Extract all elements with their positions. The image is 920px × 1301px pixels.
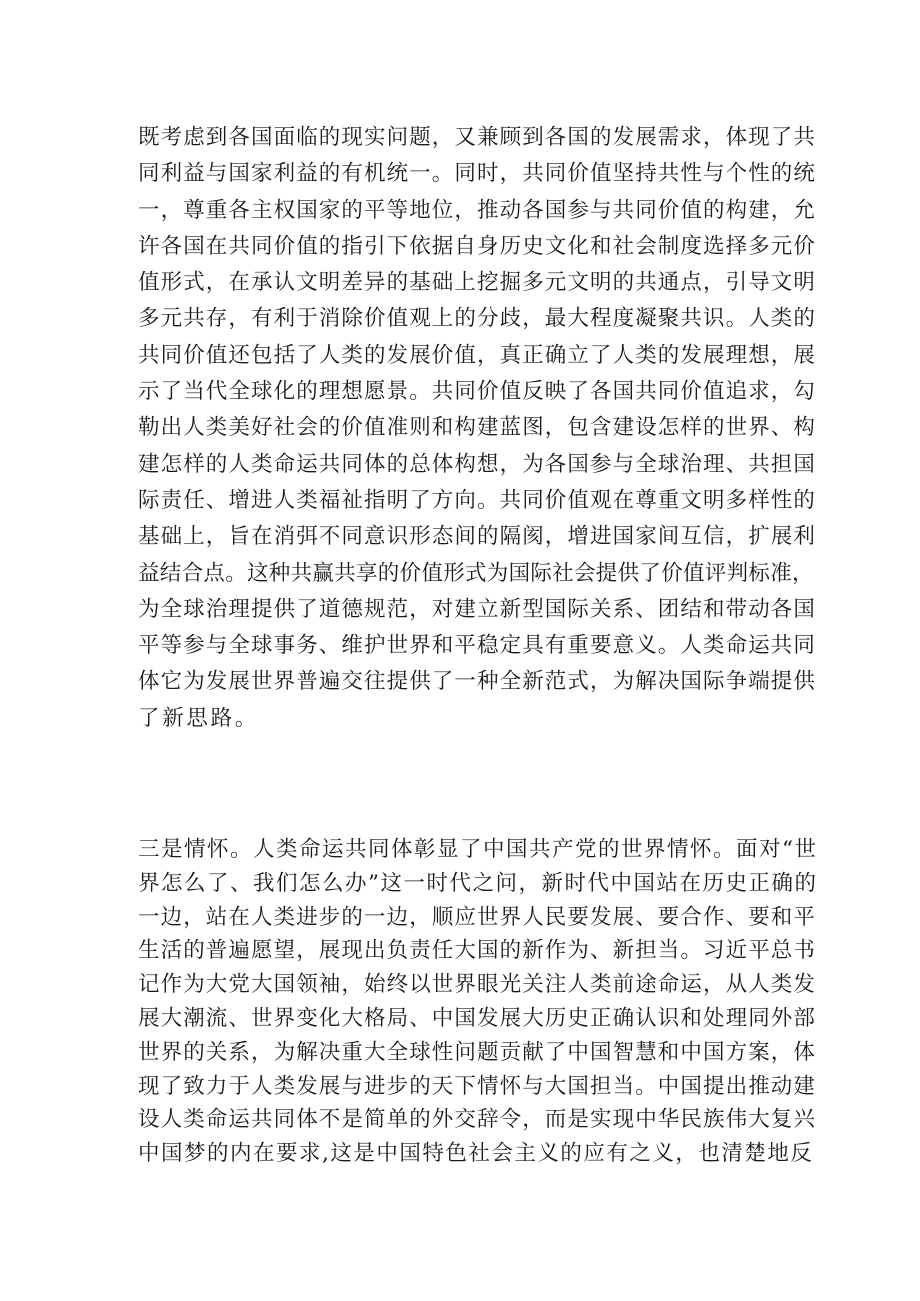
text-line: 许各国在共同价值的指引下依据自身历史文化和社会制度选择多元价 [138, 233, 817, 259]
paragraph-common-values [138, 120, 817, 737]
text-line: 示了当代全球化的理想愿景。共同价值反映了各国共同价值追求，勾 [138, 379, 817, 405]
text-line: 为全球治理提供了道德规范，对建立新型国际关系、团结和带动各国 [138, 596, 817, 622]
text-line: 记作为大党大国领袖，始终以世界眼光关注人类前途命运，从人类发 [138, 972, 817, 998]
text-line: 三是情怀。人类命运共同体彰显了中国共产党的世界情怀。面对“世 [138, 837, 818, 862]
text-line: 展大潮流、世界变化大格局、中国发展大历史正确认识和处理同外部 [138, 1005, 817, 1031]
text-line: 既考虑到各国面临的现实问题，又兼顾到各国的发展需求，体现了共 [138, 125, 817, 150]
text-line: 了新思路。 [138, 705, 260, 731]
text-line: 生活的普遍愿望，展现出负责任大国的新作为、新担当。习近平总书 [138, 938, 817, 964]
text-line: 基础上，旨在消弭不同意识形态间的隔阂，增进国家间互信，扩展利 [138, 524, 817, 550]
text-line: 益结合点。这种共赢共享的价值形式为国际社会提供了价值评判标准， [138, 560, 814, 586]
text-line: 勒出人类美好社会的价值准则和构建蓝图，包含建设怎样的世界、构 [138, 415, 817, 441]
text-line: 同利益与国家利益的有机统一。同时，共同价值坚持共性与个性的统 [138, 161, 817, 187]
text-line: 际责任、增进人类福祉指明了方向。共同价值观在尊重文明多样性的 [138, 487, 817, 513]
text-line: 平等参与全球事务、维护世界和平稳定具有重要意义。人类命运共同 [138, 633, 817, 659]
text-line: 界怎么了、我们怎么办”这一时代之问，新时代中国站在历史正确的 [138, 870, 818, 896]
text-line: 现了致力于人类发展与进步的天下情怀与大国担当。中国提出推动建 [138, 1073, 817, 1099]
text-line: 建怎样的人类命运共同体的总体构想，为各国参与全球治理、共担国 [138, 451, 817, 477]
text-line: 一边，站在人类进步的一边，顺应世界人民要发展、要合作、要和平 [138, 904, 817, 930]
text-line: 设人类命运共同体不是简单的外交辞令，而是实现中华民族伟大复兴 [138, 1107, 817, 1133]
text-line: 一，尊重各主权国家的平等地位，推动各国参与共同价值的构建，允 [138, 197, 817, 223]
text-line: 共同价值还包括了人类的发展价值，真正确立了人类的发展理想，展 [138, 342, 817, 368]
text-line: 中国梦的内在要求,这是中国特色社会主义的应有之义，也清楚地反 [138, 1141, 814, 1167]
text-line: 世界的关系，为解决重大全球性问题贡献了中国智慧和中国方案，体 [138, 1039, 817, 1065]
paragraph-three-sentiment [138, 833, 818, 1171]
text-line: 多元共存，有利于消除价值观上的分歧，最大程度凝聚共识。人类的 [138, 306, 817, 332]
text-line: 体它为发展世界普遍交往提供了一种全新范式，为解决国际争端提供 [138, 669, 817, 695]
text-line: 值形式，在承认文明差异的基础上挖掘多元文明的共通点，引导文明 [138, 270, 817, 296]
